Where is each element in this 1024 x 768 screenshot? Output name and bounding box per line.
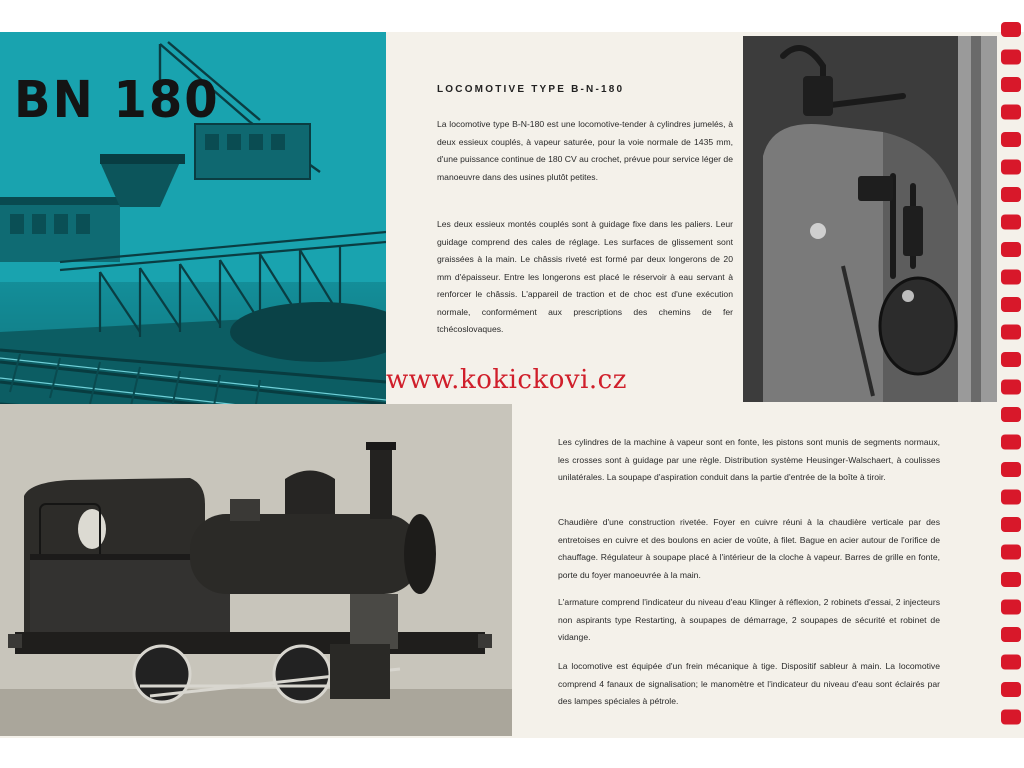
spiral-coil <box>1001 572 1021 587</box>
paragraph-axles: Les deux essieux montés couplés sont à guidage fixe dans les paliers. Leur guidage comprend des cales de réglage. Les surfaces de glissement sont graissées à la main. Le châssis riveté est formé par deux longerons de 20 mm d'épaisseur. Entre les longerons est placé le réservoir à eau servant à renforcer le châssis. L'appareil de traction et de choc est d'une exécution normale, conformément aux prescriptions des chemins de fer tchécoslovaques. <box>437 219 733 334</box>
spiral-coil <box>1001 462 1021 477</box>
brochure-spread <box>0 32 1024 738</box>
tank-locomotive-illustration <box>0 404 512 736</box>
locomotive-photo <box>0 404 512 736</box>
spiral-coil <box>1001 407 1021 422</box>
spiral-coil <box>1001 160 1021 175</box>
spiral-coil <box>1001 655 1021 670</box>
spiral-coil <box>1001 710 1021 725</box>
spiral-coil <box>1001 22 1021 37</box>
spiral-coil <box>1001 105 1021 120</box>
spiral-coil <box>1001 132 1021 147</box>
spiral-coil <box>1001 215 1021 230</box>
spiral-binding <box>999 10 1024 740</box>
spiral-coil <box>1001 352 1021 367</box>
spiral-coil <box>1001 325 1021 340</box>
website-watermark: www.kokickovi.cz <box>386 365 627 395</box>
spiral-coil <box>1001 517 1021 532</box>
article-title: LOCOMOTIVE TYPE B-N-180 <box>437 84 625 95</box>
industrial-photo <box>0 32 386 416</box>
boiler-valves-illustration <box>743 36 997 402</box>
spiral-coil <box>1001 50 1021 65</box>
spiral-coil <box>1001 600 1021 615</box>
spiral-coil <box>1001 435 1021 450</box>
valve-photo <box>743 36 997 402</box>
spiral-coil <box>1001 187 1021 202</box>
spiral-coil <box>1001 380 1021 395</box>
paragraph-brakes: La locomotive est équipée d'un frein mécanique à tige. Dispositif sableur à main. La locomotive comprend 4 fanaux de signalisation; le manomètre et l'indicateur du niveau d'eau sont éclairés par des lampes spéciales à pétrole. <box>558 661 940 706</box>
spiral-coil <box>1001 490 1021 505</box>
bn-180-title: BN 180 <box>14 70 220 130</box>
paragraph-fittings: L'armature comprend l'indicateur du niveau d'eau Klinger à réflexion, 2 robinets d'essai, 2 injecteurs non aspirants type Restarting, à soupapes de démarrage, 2 soupapes de sécurité et robinet de vidange. <box>558 597 940 642</box>
spiral-coil <box>1001 545 1021 560</box>
spiral-coil <box>1001 297 1021 312</box>
spiral-coil <box>1001 242 1021 257</box>
spiral-coil <box>1001 270 1021 285</box>
spiral-coil <box>1001 682 1021 697</box>
spiral-coil <box>1001 627 1021 642</box>
paragraph-cylinders: Les cylindres de la machine à vapeur sont en fonte, les pistons sont munis de segments normaux, les crosses sont à guidage par une règle. Distribution système Heusinger-Walschaert, à coulisses unilatérales. La soupape d'aspiration conduit dans la partie d'entrée de la boîte à tiroir. <box>558 437 940 482</box>
spiral-coil <box>1001 77 1021 92</box>
paragraph-boiler: Chaudière d'une construction rivetée. Foyer en cuivre réuni à la chaudière verticale par des entretoises en cuivre et des boulons en acier de voûte, à filet. Bague en acier autour de l'orifice de chauffage. Régulateur à soupape placé à l'intérieur de la cloche à vapeur. Barres de grille en fonte, porte du foyer manoeuvrée à la main. <box>558 517 940 580</box>
paragraph-intro: La locomotive type B-N-180 est une locomotive-tender à cylindres jumelés, à deux essieux couplés, à vapeur saturée, pour la voie normale de 1435 mm, d'une puissance continue de 180 CV au crochet, prévue pour service léger de manoeuvre dans des usines plutôt petites. <box>437 119 733 182</box>
